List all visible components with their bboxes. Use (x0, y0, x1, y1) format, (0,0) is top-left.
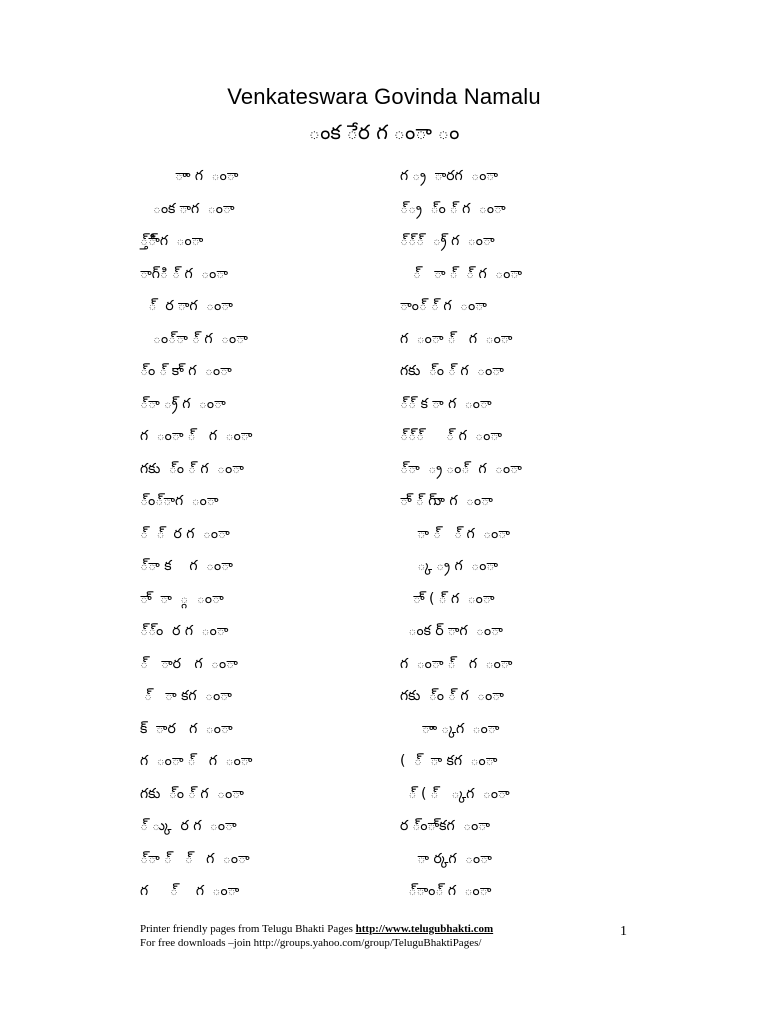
verse-line: ్్్ ్ర్ గ ంా (400, 233, 495, 249)
verse-line: ్ం్ాగ ంా (140, 493, 219, 509)
verse-line: ా్ ా ్గ ంా (140, 590, 224, 607)
verse-line: ా్ ( ్ గ ంా (400, 590, 495, 607)
verse-line: ్ ా కగ ంా (140, 688, 232, 704)
footer-website-link[interactable]: http://www.telugubhakti.com (355, 923, 494, 935)
verse-line: ్ ా ్ ్ గ ంా (400, 265, 523, 282)
verse-line: ంక ాగ ంా (140, 200, 235, 217)
verse-line: ాా ్కగ ంా (400, 720, 500, 737)
verse-line: గకు ్ం ్ గ ంా (400, 363, 504, 379)
verse-line: ్త్ి్ాగ ంా (140, 233, 204, 249)
verse-line: ాం్ ్ గ ంా (400, 298, 487, 314)
verse-line: ్ాం్ గ ంా (400, 883, 492, 899)
verse-line: ా్ ్ గుా్ గ ంా (400, 493, 493, 509)
verse-line: గ ంా ్ గ ంా (400, 330, 513, 347)
right-column (400, 160, 630, 908)
verse-line: క్ ార గ ంా (140, 720, 233, 737)
footer-line-2: For free downloads –join http://groups.yahoo.com/group/TeluguBhaktiPages/ (140, 937, 482, 949)
verse-line: ్ ార గ ంా (140, 655, 238, 672)
verse-line: ్ా ్ ్ గ ంా (140, 850, 250, 867)
verse-line: ాగ్ి ్ గ ంా (140, 265, 228, 282)
verse-line: గకు ్ం ్ గ ంా (140, 785, 244, 802)
footer (140, 922, 493, 950)
verse-line: గ ంా ్ గ ంా (140, 428, 253, 444)
page-subtitle: ంక ేర గ ంా ం (308, 120, 460, 144)
verse-line: ంక ర్ ాగ ంా (400, 623, 503, 639)
verse-line: ్్ర ్ం ్ గ ంా (400, 200, 506, 217)
verse-line: ్్్ ్ గ ంా (400, 428, 503, 444)
verse-line: గ ్ గ ంా (140, 883, 240, 899)
verse-line: ్ం ్ కా్ గ ంా (140, 363, 232, 379)
verse-line: గకు ్ం ్ గ ంా (140, 460, 244, 477)
verse-line: ్ా ్ర్ గ ంా (140, 395, 226, 412)
footer-text: Printer friendly pages from Telugu Bhakti Pages (140, 923, 356, 935)
verse-line: ర ్ంా్కగ ంా (400, 818, 490, 834)
verse-line: ా ర్కగ ంా (400, 850, 492, 867)
verse-line: గ ంా ్ గ ంా (140, 753, 253, 769)
verse-line: ్ ( ్ ్కగ ంా (400, 785, 510, 802)
verse-line: గ ంా ్ గ ంా (400, 655, 513, 672)
verse-line: ్ా ్ర ం్ గ ంా (400, 460, 522, 477)
verse-line: ్ ర ాగ ంా (140, 298, 233, 314)
verse-line: ్క ్ర గ ంా (400, 558, 499, 574)
verse-line: గ ్ర ారగ ంా (400, 168, 499, 184)
page-number: 1 (620, 924, 627, 939)
verse-line: ్ ్ ర గ ంా (140, 525, 230, 542)
verse-line: ( ్ ా కగ ంా (400, 753, 498, 769)
verse-line: గకు ్ం ్ గ ంా (400, 688, 504, 704)
left-column (140, 160, 370, 908)
page-title: Venkateswara Govinda Namalu (227, 84, 541, 109)
verse-line: ్్ం ర గ ంా (140, 623, 229, 639)
verse-line: ం్ా ్ గ ంా (140, 330, 248, 347)
verse-line: ్ ్కు ర గ ంా (140, 818, 237, 834)
footer-line-1 (140, 922, 493, 936)
verse-line: ాా గ ంా (140, 168, 239, 184)
verse-line: ్ా క గ ంా (140, 558, 233, 574)
verse-line: ా ్ ్ గ ంా (400, 525, 510, 542)
verse-line: ్్ క ా గ ంా (400, 395, 492, 412)
